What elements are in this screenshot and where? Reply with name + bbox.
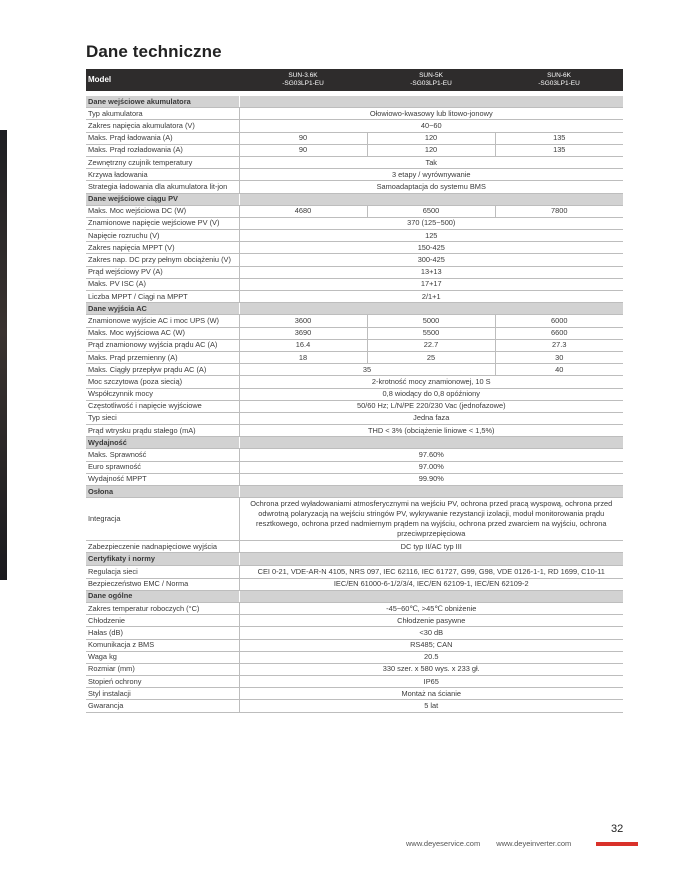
- table-row: [86, 425, 623, 437]
- row-value: -45~60℃, >45℃ obniżenie: [239, 602, 623, 614]
- table-row: [86, 327, 623, 339]
- row-label: Napięcie rozruchu (V): [86, 230, 239, 242]
- row-label: Waga kg: [86, 651, 239, 663]
- row-label: Rozmiar (mm): [86, 663, 239, 675]
- row-value: CEI 0-21, VDE-AR-N 4105, NRS 097, IEC 62116, IEC 61727, G99, G98, VDE 0126-1-1, RD 1699, C10-11: [239, 565, 623, 578]
- row-value: 0,8 wiodący do 0,8 opóźniony: [239, 388, 623, 400]
- table-header-row: [86, 69, 623, 91]
- row-label: Moc szczytowa (poza siecią): [86, 376, 239, 388]
- table-row: [86, 156, 623, 168]
- row-label: Zewnętrzny czujnik temperatury: [86, 156, 239, 168]
- row-label: Maks. Prąd przemienny (A): [86, 351, 239, 363]
- page-number: 32: [611, 823, 624, 835]
- table-row: [86, 461, 623, 473]
- model-header-3-6k: [239, 69, 367, 91]
- row-value: 2-krotność mocy znamionowej, 10 S: [239, 376, 623, 388]
- row-value: 7800: [495, 205, 623, 217]
- row-label: Bezpieczeństwo EMC / Norma: [86, 578, 239, 590]
- row-value: 25: [367, 351, 495, 363]
- row-value: 22.7: [367, 339, 495, 351]
- table-row: [86, 132, 623, 144]
- section-title: Certyfikaty i normy: [86, 553, 239, 565]
- row-value: <30 dB: [239, 627, 623, 639]
- row-label: Maks. Moc wyjściowa AC (W): [86, 327, 239, 339]
- table-row: [86, 627, 623, 639]
- section-header-row: [86, 590, 623, 602]
- section-header-row: [86, 437, 623, 449]
- model-header: Model: [86, 69, 239, 91]
- row-value: 135: [495, 144, 623, 156]
- row-label: Maks. Ciągły przepływ prądu AC (A): [86, 364, 239, 376]
- row-value: IEC/EN 61000-6-1/2/3/4, IEC/EN 62109-1, IEC/EN 62109-2: [239, 578, 623, 590]
- row-label: Maks. Prąd rozładowania (A): [86, 144, 239, 156]
- row-value: 90: [239, 144, 367, 156]
- table-row: [86, 700, 623, 712]
- row-value: DC typ II/AC typ III: [239, 541, 623, 553]
- table-row: [86, 254, 623, 266]
- row-value: 40: [495, 364, 623, 376]
- row-value: RS485; CAN: [239, 639, 623, 651]
- row-value: Chłodzenie pasywne: [239, 615, 623, 627]
- table-row: [86, 351, 623, 363]
- table-row: [86, 388, 623, 400]
- row-label: Strategia ładowania dla akumulatora lit-jon: [86, 181, 239, 193]
- table-row: [86, 291, 623, 303]
- row-value: 30: [495, 351, 623, 363]
- table-row: [86, 449, 623, 461]
- table-row: [86, 541, 623, 553]
- model-name-line: -SG03LP1-EU: [538, 80, 580, 87]
- row-label: Prąd wtrysku prądu stałego (mA): [86, 425, 239, 437]
- row-label: Znamionowe napięcie wejściowe PV (V): [86, 217, 239, 229]
- row-value: 135: [495, 132, 623, 144]
- row-value: 50/60 Hz; L/N/PE 220/230 Vac (jednofazowe): [239, 400, 623, 412]
- row-value: THD < 3% (obciążenie liniowe < 1,5%): [239, 425, 623, 437]
- table-row: [86, 376, 623, 388]
- spec-table: [86, 69, 623, 713]
- spec-table-body: [86, 96, 623, 712]
- row-label: Krzywa ładowania: [86, 169, 239, 181]
- row-value: Montaż na ścianie: [239, 688, 623, 700]
- row-value: Ochrona przed wyładowaniami atmosferycznymi na wejściu PV, ochrona przed pracą wyspową, ochrona przed odwrotną polaryzacją na wejściu stringów PV, wykrywanie rezystancji izolacji, moduł monitorowania prądu resztkowego, ochrona przed nadmiernym prądem na wyjściu, ochrona przed zwarciem na wyjściu, ochrona przeciwprzepięciowa: [239, 498, 623, 541]
- table-row: [86, 205, 623, 217]
- row-label: Liczba MPPT / Ciągi na MPPT: [86, 291, 239, 303]
- section-title: Dane ogólne: [86, 590, 239, 602]
- row-value: 6500: [367, 205, 495, 217]
- row-value: 99.90%: [239, 473, 623, 485]
- row-label: Prąd znamionowy wyjścia prądu AC (A): [86, 339, 239, 351]
- section-header-row: [86, 193, 623, 205]
- model-name-line: -SG03LP1-EU: [410, 80, 452, 87]
- row-label: Prąd wejściowy PV (A): [86, 266, 239, 278]
- model-header-6k: [495, 69, 623, 91]
- page-title: Dane techniczne: [86, 42, 222, 61]
- row-label: Komunikacja z BMS: [86, 639, 239, 651]
- left-edge-photo-strip: [0, 130, 7, 580]
- row-value: 18: [239, 351, 367, 363]
- table-row: [86, 217, 623, 229]
- table-row: [86, 364, 623, 376]
- table-row: [86, 315, 623, 327]
- row-value: 5000: [367, 315, 495, 327]
- model-name-line: SUN-3.6K: [288, 72, 318, 79]
- table-row: [86, 266, 623, 278]
- row-value: 300-425: [239, 254, 623, 266]
- row-value: 16.4: [239, 339, 367, 351]
- row-label: Maks. Prąd ładowania (A): [86, 132, 239, 144]
- row-value: 5 lat: [239, 700, 623, 712]
- section-fill: [239, 486, 623, 498]
- row-value: 17+17: [239, 278, 623, 290]
- table-row: [86, 565, 623, 578]
- row-label: Wydajność MPPT: [86, 473, 239, 485]
- footer-link-deyeservice[interactable]: www.deyeservice.com: [406, 839, 481, 848]
- row-value: 120: [367, 144, 495, 156]
- row-value: 330 szer. x 580 wys. x 233 gł.: [239, 663, 623, 675]
- row-value: 2/1+1: [239, 291, 623, 303]
- row-value: IP65: [239, 676, 623, 688]
- section-title: Dane wyjścia AC: [86, 303, 239, 315]
- table-row: [86, 615, 623, 627]
- section-header-row: [86, 96, 623, 108]
- row-value: 3600: [239, 315, 367, 327]
- row-value: 13+13: [239, 266, 623, 278]
- row-label: Typ akumulatora: [86, 108, 239, 120]
- table-row: [86, 651, 623, 663]
- row-label: Hałas (dB): [86, 627, 239, 639]
- row-value: 4680: [239, 205, 367, 217]
- row-label: Stopień ochrony: [86, 676, 239, 688]
- row-value: 6600: [495, 327, 623, 339]
- table-row: [86, 242, 623, 254]
- section-fill: [239, 303, 623, 315]
- table-row: [86, 498, 623, 541]
- section-fill: [239, 96, 623, 108]
- section-title: Dane wejściowe ciągu PV: [86, 193, 239, 205]
- row-label: Chłodzenie: [86, 615, 239, 627]
- table-row: [86, 181, 623, 193]
- row-label: Zakres nap. DC przy pełnym obciążeniu (V): [86, 254, 239, 266]
- footer-links: [406, 839, 571, 848]
- section-fill: [239, 553, 623, 565]
- section-header-row: [86, 303, 623, 315]
- table-row: [86, 578, 623, 590]
- table-row: [86, 278, 623, 290]
- row-value: 97.00%: [239, 461, 623, 473]
- row-value: Jedna faza: [239, 412, 623, 424]
- row-value: 5500: [367, 327, 495, 339]
- row-label: Zakres napięcia akumulatora (V): [86, 120, 239, 132]
- model-name-line: -SG03LP1-EU: [282, 80, 324, 87]
- section-header-row: [86, 486, 623, 498]
- row-value: Tak: [239, 156, 623, 168]
- table-row: [86, 400, 623, 412]
- row-label: Współczynnik mocy: [86, 388, 239, 400]
- table-row: [86, 169, 623, 181]
- row-value: 27.3: [495, 339, 623, 351]
- footer-link-deyeinverter[interactable]: www.deyeinverter.com: [496, 839, 572, 848]
- table-row: [86, 339, 623, 351]
- row-label: Integracja: [86, 498, 239, 541]
- row-value: 3690: [239, 327, 367, 339]
- table-row: [86, 108, 623, 120]
- section-title: Osłona: [86, 486, 239, 498]
- row-value: Ołowiowo-kwasowy lub litowo-jonowy: [239, 108, 623, 120]
- table-row: [86, 663, 623, 675]
- section-title: Wydajność: [86, 437, 239, 449]
- table-row: [86, 676, 623, 688]
- row-label: Regulacja sieci: [86, 565, 239, 578]
- row-label: Typ sieci: [86, 412, 239, 424]
- row-label: Styl instalacji: [86, 688, 239, 700]
- model-name-line: SUN-6K: [547, 72, 571, 79]
- table-row: [86, 602, 623, 614]
- row-value: 6000: [495, 315, 623, 327]
- table-row: [86, 688, 623, 700]
- row-label: Częstotliwość i napięcie wyjściowe: [86, 400, 239, 412]
- model-header-5k: [367, 69, 495, 91]
- section-fill: [239, 193, 623, 205]
- row-label: Zakres napięcia MPPT (V): [86, 242, 239, 254]
- table-row: [86, 230, 623, 242]
- row-label: Maks. PV ISC (A): [86, 278, 239, 290]
- table-row: [86, 144, 623, 156]
- table-row: [86, 120, 623, 132]
- row-value: 125: [239, 230, 623, 242]
- section-title: Dane wejściowe akumulatora: [86, 96, 239, 108]
- table-row: [86, 639, 623, 651]
- table-row: [86, 412, 623, 424]
- row-value: 97.60%: [239, 449, 623, 461]
- row-value: 40~60: [239, 120, 623, 132]
- row-value: Samoadaptacja do systemu BMS: [239, 181, 623, 193]
- row-value: 35: [239, 364, 495, 376]
- table-row: [86, 473, 623, 485]
- row-value: 3 etapy / wyrównywanie: [239, 169, 623, 181]
- row-label: Maks. Moc wejściowa DC (W): [86, 205, 239, 217]
- model-name-line: SUN-5K: [419, 72, 443, 79]
- section-header-row: [86, 553, 623, 565]
- row-label: Znamionowe wyjście AC i moc UPS (W): [86, 315, 239, 327]
- footer-accent-bar: [596, 842, 638, 846]
- row-value: 150-425: [239, 242, 623, 254]
- row-label: Zabezpieczenie nadnapięciowe wyjścia: [86, 541, 239, 553]
- section-fill: [239, 437, 623, 449]
- row-value: 370 (125~500): [239, 217, 623, 229]
- row-label: Euro sprawność: [86, 461, 239, 473]
- row-label: Maks. Sprawność: [86, 449, 239, 461]
- section-fill: [239, 590, 623, 602]
- row-value: 120: [367, 132, 495, 144]
- row-value: 20.5: [239, 651, 623, 663]
- row-label: Gwarancja: [86, 700, 239, 712]
- row-value: 90: [239, 132, 367, 144]
- row-label: Zakres temperatur roboczych (°C): [86, 602, 239, 614]
